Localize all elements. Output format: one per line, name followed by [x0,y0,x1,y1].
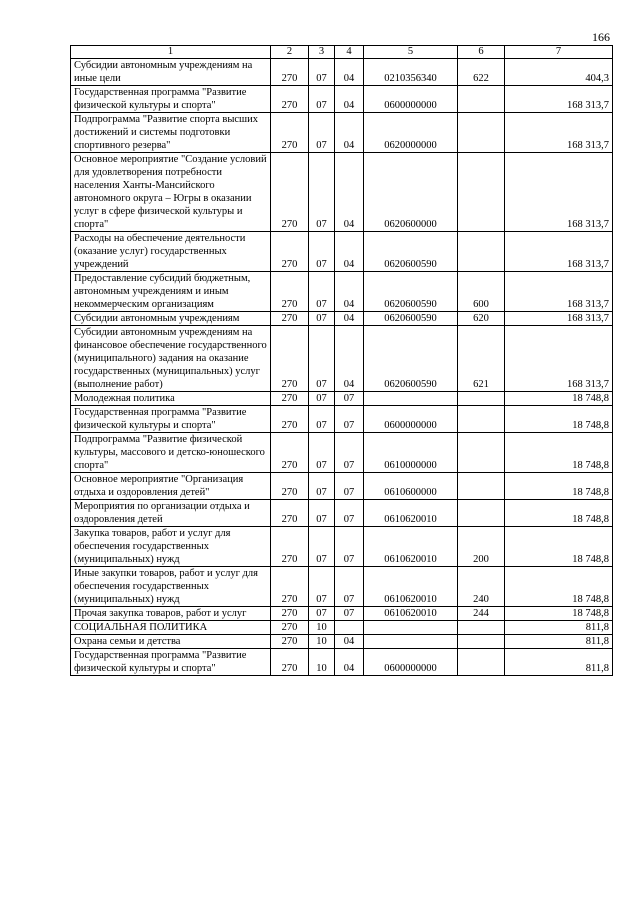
table-row [71,272,613,312]
row-name-cell: Субсидии автономным учреждениям [71,312,271,326]
row-name-cell: СОЦИАЛЬНАЯ ПОЛИТИКА [71,621,271,635]
row-target-article-cell: 0610600000 [364,473,458,500]
row-expense-type-cell [458,113,505,153]
table-row [71,527,613,567]
table-row [71,649,613,676]
row-amount-cell: 18 748,8 [505,406,613,433]
row-section-cell: 07 [309,326,335,392]
row-admin-code-cell: 270 [271,649,309,676]
header-col-1: 1 [71,46,271,59]
table-row [71,113,613,153]
table-row [71,500,613,527]
row-target-article-cell: 0600000000 [364,406,458,433]
row-section-cell: 07 [309,433,335,473]
row-target-article-cell [364,635,458,649]
row-subsection-cell: 04 [335,649,364,676]
row-admin-code-cell: 270 [271,527,309,567]
row-amount-cell: 168 313,7 [505,113,613,153]
row-name-cell: Подпрограмма "Развитие спорта высших достижений и системы подготовки спортивного резерва" [71,113,271,153]
row-subsection-cell: 04 [335,635,364,649]
row-name-cell: Предоставление субсидий бюджетным, автономным учреждениям и иным некоммерческим организациям [71,272,271,312]
row-subsection-cell: 07 [335,406,364,433]
row-section-cell: 07 [309,473,335,500]
row-target-article-cell [364,392,458,406]
row-admin-code-cell: 270 [271,433,309,473]
row-target-article-cell: 0210356340 [364,59,458,86]
row-expense-type-cell [458,232,505,272]
row-subsection-cell: 04 [335,59,364,86]
row-target-article-cell: 0600000000 [364,86,458,113]
row-target-article-cell: 0610620010 [364,567,458,607]
row-expense-type-cell: 620 [458,312,505,326]
row-target-article-cell: 0620600590 [364,232,458,272]
row-target-article-cell [364,621,458,635]
header-col-5: 5 [364,46,458,59]
row-amount-cell: 168 313,7 [505,326,613,392]
row-admin-code-cell: 270 [271,500,309,527]
row-section-cell: 07 [309,527,335,567]
row-name-cell: Государственная программа "Развитие физической культуры и спорта" [71,649,271,676]
row-section-cell: 10 [309,621,335,635]
table-row [71,621,613,635]
row-expense-type-cell [458,649,505,676]
row-expense-type-cell: 244 [458,607,505,621]
row-amount-cell: 18 748,8 [505,473,613,500]
row-target-article-cell: 0620600590 [364,312,458,326]
row-name-cell: Подпрограмма "Развитие физической культуры, массового и детско-юношеского спорта" [71,433,271,473]
row-target-article-cell: 0610620010 [364,607,458,621]
row-admin-code-cell: 270 [271,392,309,406]
row-admin-code-cell: 270 [271,326,309,392]
page-number: 166 [592,30,610,44]
row-subsection-cell: 07 [335,607,364,621]
header-col-7: 7 [505,46,613,59]
row-section-cell: 07 [309,500,335,527]
row-expense-type-cell [458,153,505,232]
row-admin-code-cell: 270 [271,607,309,621]
row-subsection-cell: 07 [335,567,364,607]
header-col-6: 6 [458,46,505,59]
row-subsection-cell [335,621,364,635]
row-name-cell: Мероприятия по организации отдыха и оздоровления детей [71,500,271,527]
row-amount-cell: 18 748,8 [505,527,613,567]
row-admin-code-cell: 270 [271,621,309,635]
row-expense-type-cell [458,406,505,433]
row-subsection-cell: 04 [335,326,364,392]
row-admin-code-cell: 270 [271,473,309,500]
row-amount-cell: 168 313,7 [505,153,613,232]
table-row [71,473,613,500]
row-name-cell: Иные закупки товаров, работ и услуг для обеспечения государственных (муниципальных) нужд [71,567,271,607]
row-section-cell: 07 [309,406,335,433]
row-expense-type-cell: 200 [458,527,505,567]
row-expense-type-cell [458,392,505,406]
header-col-3: 3 [309,46,335,59]
row-name-cell: Государственная программа "Развитие физической культуры и спорта" [71,86,271,113]
table-row [71,406,613,433]
row-admin-code-cell: 270 [271,59,309,86]
row-subsection-cell: 04 [335,113,364,153]
table-row [71,567,613,607]
table-row [71,607,613,621]
table-row [71,392,613,406]
row-expense-type-cell [458,500,505,527]
row-name-cell: Основное мероприятие "Создание условий для удовлетворения потребности населения Ханты-Мансийского автономного округа – Югры в оказании услуг в сфере физической культуры и спорта" [71,153,271,232]
row-name-cell: Закупка товаров, работ и услуг для обеспечения государственных (муниципальных) нужд [71,527,271,567]
row-name-cell: Молодежная политика [71,392,271,406]
row-amount-cell: 811,8 [505,649,613,676]
row-section-cell: 07 [309,153,335,232]
table-row [71,312,613,326]
row-admin-code-cell: 270 [271,86,309,113]
table-row [71,86,613,113]
row-section-cell: 07 [309,567,335,607]
row-subsection-cell: 07 [335,500,364,527]
row-expense-type-cell: 621 [458,326,505,392]
row-expense-type-cell [458,433,505,473]
row-name-cell: Основное мероприятие "Организация отдыха и оздоровления детей" [71,473,271,500]
row-section-cell: 07 [309,272,335,312]
row-admin-code-cell: 270 [271,635,309,649]
row-name-cell: Субсидии автономным учреждениям на иные цели [71,59,271,86]
table-row [71,59,613,86]
row-subsection-cell: 07 [335,473,364,500]
row-section-cell: 07 [309,607,335,621]
row-name-cell: Государственная программа "Развитие физической культуры и спорта" [71,406,271,433]
row-amount-cell: 168 313,7 [505,86,613,113]
row-target-article-cell: 0610620010 [364,500,458,527]
row-section-cell: 07 [309,312,335,326]
row-subsection-cell: 04 [335,153,364,232]
table-row [71,232,613,272]
row-target-article-cell: 0600000000 [364,649,458,676]
row-admin-code-cell: 270 [271,232,309,272]
row-expense-type-cell [458,86,505,113]
row-name-cell: Субсидии автономным учреждениям на финансовое обеспечение государственного (муниципального) задания на оказание государственных (муниципальных) услуг (выполнение работ) [71,326,271,392]
row-amount-cell: 18 748,8 [505,567,613,607]
row-name-cell: Расходы на обеспечение деятельности (оказание услуг) государственных учреждений [71,232,271,272]
row-section-cell: 10 [309,649,335,676]
row-name-cell: Прочая закупка товаров, работ и услуг [71,607,271,621]
row-name-cell: Охрана семьи и детства [71,635,271,649]
table-row [71,433,613,473]
row-section-cell: 07 [309,113,335,153]
row-subsection-cell: 04 [335,272,364,312]
header-col-4: 4 [335,46,364,59]
row-amount-cell: 168 313,7 [505,312,613,326]
row-target-article-cell: 0620600000 [364,153,458,232]
row-admin-code-cell: 270 [271,153,309,232]
row-amount-cell: 811,8 [505,635,613,649]
row-target-article-cell: 0610620010 [364,527,458,567]
row-subsection-cell: 07 [335,527,364,567]
row-admin-code-cell: 270 [271,113,309,153]
row-expense-type-cell [458,635,505,649]
row-subsection-cell: 04 [335,232,364,272]
row-subsection-cell: 07 [335,392,364,406]
header-col-2: 2 [271,46,309,59]
row-amount-cell: 811,8 [505,621,613,635]
row-admin-code-cell: 270 [271,406,309,433]
row-section-cell: 07 [309,59,335,86]
table-row [71,635,613,649]
row-subsection-cell: 04 [335,312,364,326]
row-section-cell: 07 [309,232,335,272]
row-target-article-cell: 0620600590 [364,326,458,392]
row-expense-type-cell: 622 [458,59,505,86]
row-admin-code-cell: 270 [271,272,309,312]
row-amount-cell: 168 313,7 [505,272,613,312]
row-amount-cell: 18 748,8 [505,433,613,473]
row-amount-cell: 18 748,8 [505,500,613,527]
row-amount-cell: 404,3 [505,59,613,86]
budget-table [70,45,613,676]
table-row [71,326,613,392]
row-expense-type-cell: 600 [458,272,505,312]
row-admin-code-cell: 270 [271,312,309,326]
table-header-row [71,46,613,59]
row-amount-cell: 168 313,7 [505,232,613,272]
row-target-article-cell: 0620600590 [364,272,458,312]
table-row [71,153,613,232]
row-section-cell: 07 [309,86,335,113]
row-section-cell: 07 [309,392,335,406]
row-target-article-cell: 0610000000 [364,433,458,473]
row-expense-type-cell: 240 [458,567,505,607]
row-expense-type-cell [458,473,505,500]
table-body [71,59,613,676]
row-target-article-cell: 0620000000 [364,113,458,153]
row-amount-cell: 18 748,8 [505,607,613,621]
row-section-cell: 10 [309,635,335,649]
row-expense-type-cell [458,621,505,635]
row-amount-cell: 18 748,8 [505,392,613,406]
row-subsection-cell: 04 [335,86,364,113]
row-subsection-cell: 07 [335,433,364,473]
row-admin-code-cell: 270 [271,567,309,607]
